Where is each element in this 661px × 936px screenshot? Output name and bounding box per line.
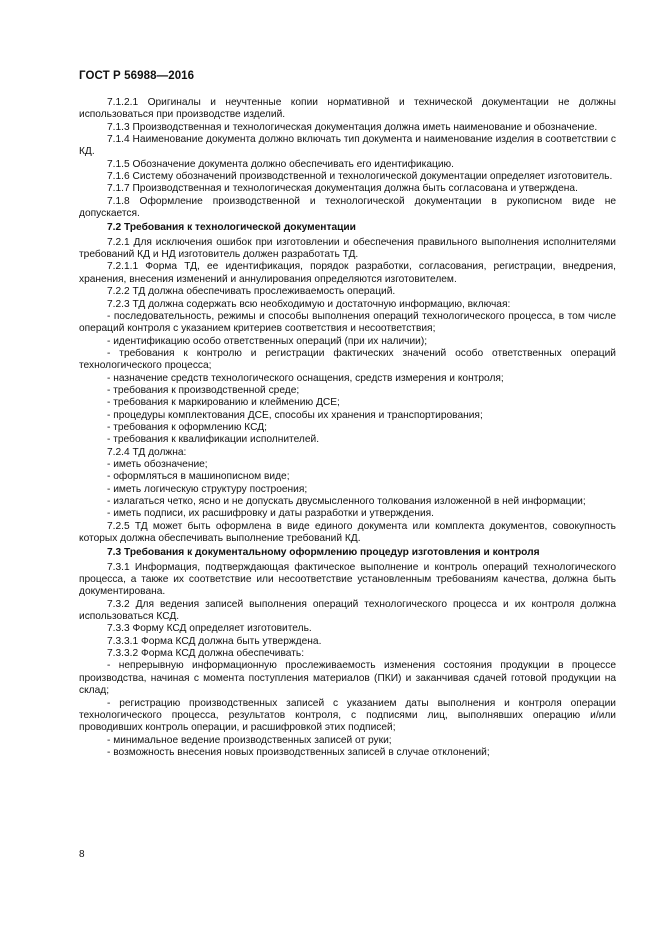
- paragraph: - требования к маркированию и клеймению ДСЕ;: [107, 397, 340, 409]
- paragraph: - требования к оформлению КСД;: [107, 421, 267, 433]
- paragraph: 7.3.2 Для ведения записей выполнения операций технологического процесса и их контроля должна использоваться КСД.: [79, 598, 616, 623]
- section-heading: 7.2 Требования к технологической документации: [107, 222, 356, 234]
- paragraph: - назначение средств технологического оснащения, средств измерения и контроля;: [107, 372, 504, 384]
- paragraph: - оформляться в машинописном виде;: [107, 471, 290, 483]
- paragraph: - возможность внесения новых производственных записей в случае отклонений;: [107, 746, 490, 758]
- paragraph: 7.2.5 ТД может быть оформлена в виде единого документа или комплекта документов, совокупность которых должна обеспечивать выполнение требований КД.: [79, 520, 616, 545]
- document-header: ГОСТ Р 56988—2016: [79, 70, 195, 82]
- paragraph: 7.2.1 Для исключения ошибок при изготовлении и обеспечения правильного выполнения исполнителями требований КД и НД изготовитель должен разработать ТД.: [79, 236, 616, 261]
- paragraph: 7.2.1.1 Форма ТД, ее идентификация, порядок разработки, согласования, регистрации, внедрения, хранения, внесения изменений и аннулирования определяются изготовителем.: [79, 261, 616, 285]
- paragraph: 7.2.4 ТД должна:: [107, 446, 187, 458]
- paragraph: 7.1.8 Оформление производственной и технологической документации в рукописном виде не допускается.: [79, 195, 616, 220]
- paragraph: 7.1.5 Обозначение документа должно обеспечивать его идентификацию.: [107, 158, 454, 170]
- paragraph: 7.3.3.2 Форма КСД должна обеспечивать:: [107, 648, 305, 660]
- paragraph: - требования к производственной среде;: [107, 384, 300, 396]
- paragraph: 7.1.2.1 Оригиналы и неучтенные копии нормативной и технической документации не должны использоваться при производстве изделий.: [79, 97, 616, 121]
- paragraph: - иметь подписи, их расшифровку и даты разработки и утверждения.: [107, 508, 434, 520]
- paragraph: 7.1.7 Производственная и технологическая документация должна быть согласована и утверждена.: [107, 183, 578, 195]
- document-body: [79, 97, 616, 759]
- paragraph: 7.3.3.1 Форма КСД должна быть утверждена.: [107, 635, 322, 647]
- paragraph: - требования к контролю и регистрации фактических значений особо ответственных операций технологического процесса;: [79, 347, 616, 372]
- paragraph: - излагаться четко, ясно и не допускать двусмысленного толкования изложенной в ней информации;: [107, 496, 586, 507]
- paragraph: - регистрацию производственных записей с указанием даты выполнения и контроля операции технологического процесса, результатов контроля, с подписями лиц, выполнявших операцию и/или проводивших контроль операции, и расшифровкой этих подписей;: [79, 697, 616, 734]
- paragraph: 7.2.2 ТД должна обеспечивать прослеживаемость операций.: [107, 286, 396, 298]
- paragraph: - последовательность, режимы и способы выполнения операций технологического процесса, в том числе операций контроля с указанием критериев соответствия и несоответствия;: [79, 310, 616, 335]
- paragraph: 7.1.4 Наименование документа должно включать тип документа и наименование изделия в соответствии с КД.: [79, 134, 616, 158]
- paragraph: 7.3.1 Информация, подтверждающая фактическое выполнение и контроль операций технологического процесса, а также их соответствие или несоответствие установленным требованиям качества, должна быть документирована.: [79, 561, 616, 598]
- paragraph: - минимальное ведение производственных записей от руки;: [107, 734, 392, 746]
- paragraph: - требования к квалификации исполнителей.: [107, 434, 320, 446]
- paragraph: 7.3.3 Форму КСД определяет изготовитель.: [107, 623, 312, 635]
- paragraph: - процедуры комплектования ДСЕ, способы их хранения и транспортирования;: [107, 409, 483, 421]
- paragraph: 7.2.3 ТД должна содержать всю необходимую и достаточную информацию, включая:: [107, 298, 511, 310]
- section-heading: 7.3 Требования к документальному оформлению процедур изготовления и контроля: [107, 547, 540, 559]
- paragraph: 7.1.3 Производственная и технологическая документация должна иметь наименование и обозначение.: [107, 121, 598, 133]
- paragraph: - идентификацию особо ответственных операций (при их наличии);: [107, 335, 428, 347]
- page-number: 8: [79, 849, 85, 860]
- paragraph: - иметь логическую структуру построения;: [107, 483, 308, 495]
- paragraph: - непрерывную информационную прослеживаемость изменения состояния продукции в процессе производства, начиная с момента поступления материалов (ПКИ) и заканчивая сдачей готовой продукции на склад;: [79, 660, 616, 697]
- paragraph: - иметь обозначение;: [107, 458, 208, 470]
- paragraph: 7.1.6 Систему обозначений производственной и технологической документации определяет изготовитель.: [107, 171, 613, 183]
